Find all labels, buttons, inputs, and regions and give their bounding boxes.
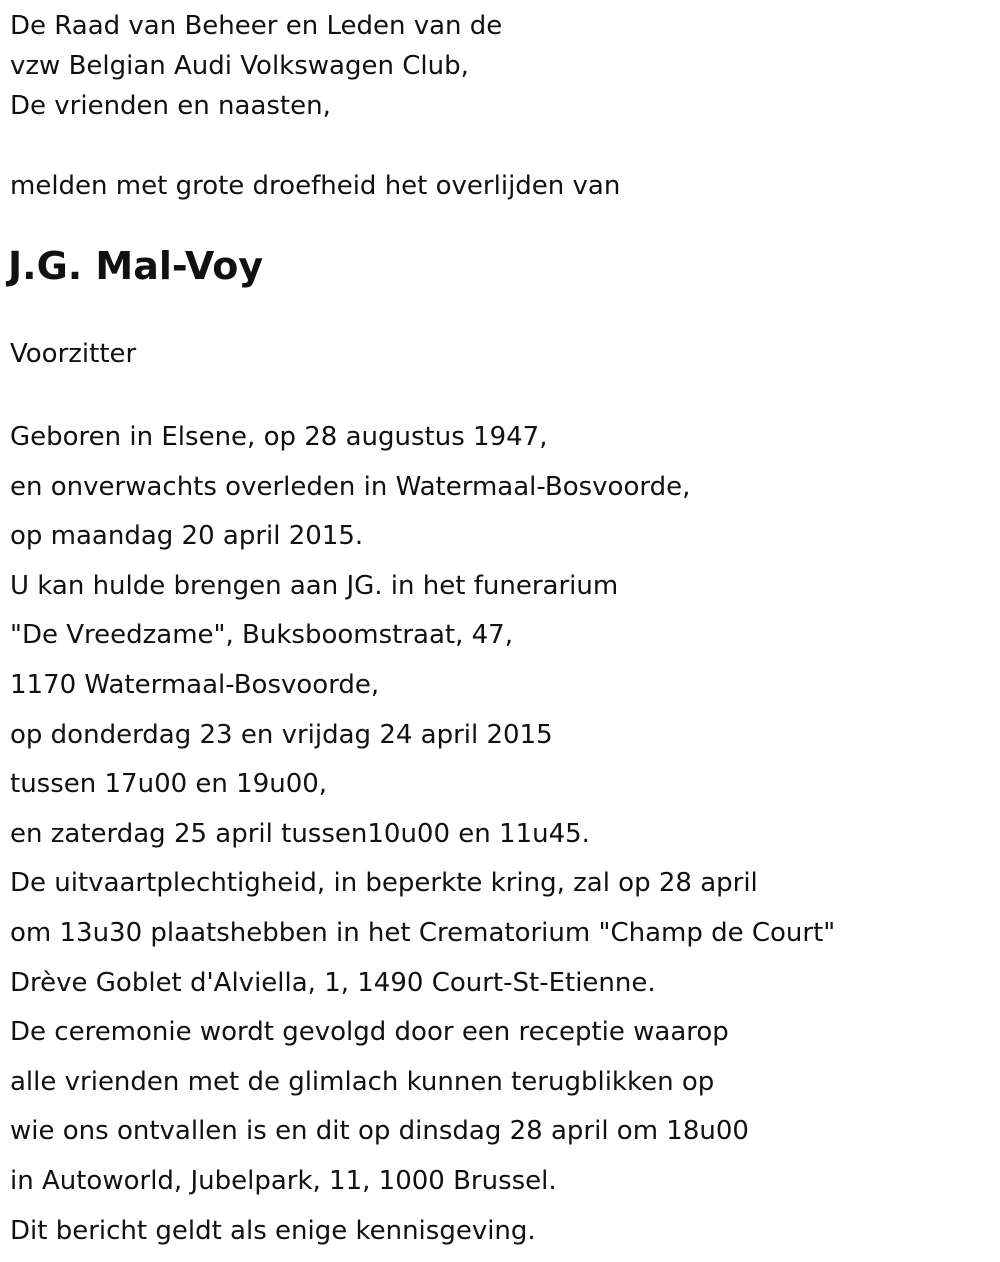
details-line: wie ons ontvallen is en dit op dinsdag 28 april om 18u00 [10,1116,749,1147]
details-line: alle vrienden met de glimlach kunnen terugblikken op [10,1066,715,1097]
details-line: Geboren in Elsene, op 28 augustus 1947, [10,422,548,452]
details-line: om 13u30 plaatshebben in het Crematorium "Champ de Court" [10,917,836,948]
details-line: in Autoworld, Jubelpark, 11, 1000 Brussel. [10,1165,557,1196]
intro-line: vzw Belgian Audi Volkswagen Club, [10,51,469,81]
details-line: De uitvaartplechtigheid, in beperkte kring, zal op 28 april [10,868,758,899]
details-line: Drève Goblet d'Alviella, 1, 1490 Court-St-Etienne. [10,967,656,998]
details-line: 1170 Watermaal-Bosvoorde, [10,669,380,700]
details-line: De ceremonie wordt gevolgd door een receptie waarop [10,1017,729,1048]
intro-line: De vrienden en naasten, [10,91,331,121]
intro-line: De Raad van Beheer en Leden van de [10,11,503,41]
details-line: "De Vreedzame", Buksboomstraat, 47, [10,620,513,651]
deceased-role: Voorzitter [10,339,137,369]
details-line: en zaterdag 25 april tussen10u00 en 11u45. [10,818,590,849]
details-line: tussen 17u00 en 19u00, [10,769,328,800]
announcement-text: melden met grote droefheid het overlijden van [10,171,621,201]
details-block [10,413,835,1256]
details-line: Dit bericht geldt als enige kennisgeving. [10,1215,536,1246]
intro-block [10,6,502,126]
details-line: op donderdag 23 en vrijdag 24 april 2015 [10,719,553,750]
deceased-name: J.G. Mal-Voy [8,244,264,288]
details-line: op maandag 20 april 2015. [10,521,364,552]
details-line: U kan hulde brengen aan JG. in het funerarium [10,570,619,601]
details-line: en onverwachts overleden in Watermaal-Bosvoorde, [10,471,691,502]
